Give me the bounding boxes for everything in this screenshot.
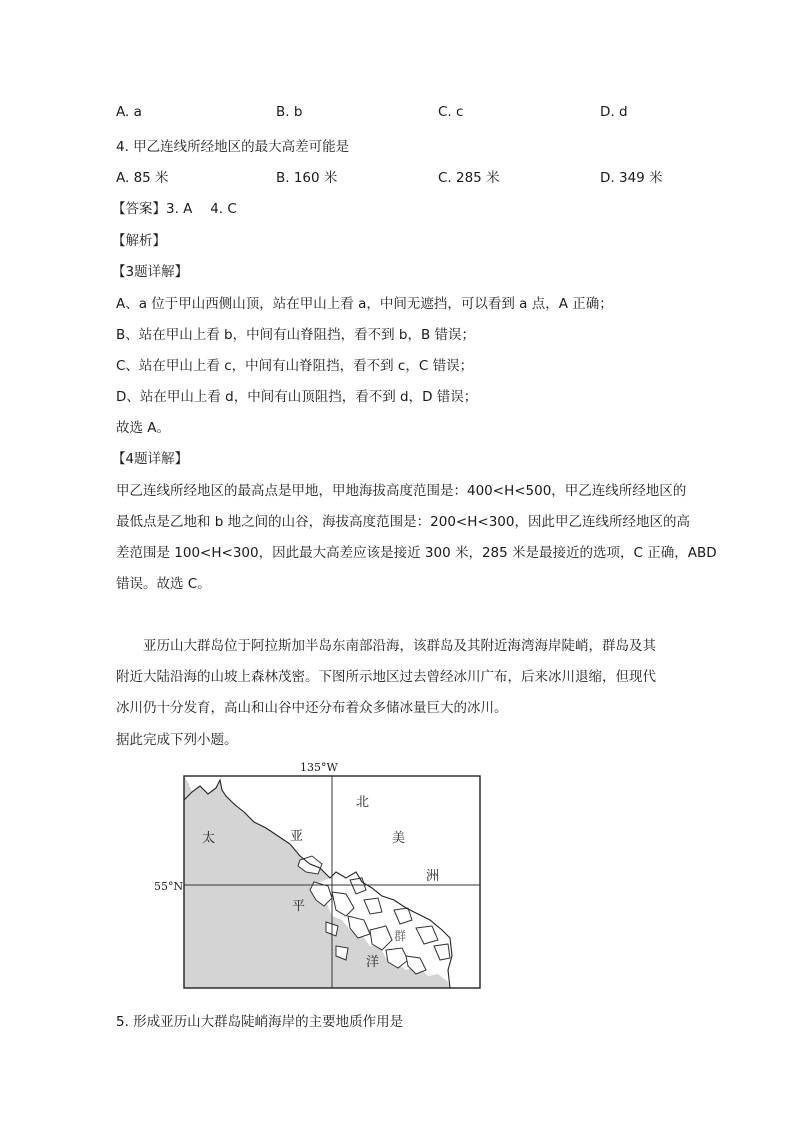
- q4-option-a: A. 85 米: [116, 170, 169, 186]
- q3-option-d: D. d: [600, 104, 628, 120]
- continent-char: 北: [356, 795, 370, 810]
- answer-line: 【答案】3. A 4. C: [112, 201, 237, 217]
- latitude-label: 55°N: [154, 880, 184, 893]
- alexander-archipelago-map: [150, 760, 490, 992]
- q4-detail-heading: 【4题详解】: [112, 451, 189, 467]
- longitude-label: 135°W: [300, 761, 338, 774]
- q4-option-d: D. 349 米: [600, 170, 663, 186]
- q5-stem: 5. 形成亚历山大群岛陡峭海岸的主要地质作用是: [116, 1014, 404, 1030]
- q3-detail-line: D、站在甲山上看 d，中间有山顶阻挡，看不到 d，D 错误；: [116, 389, 478, 405]
- q4-option-c: C. 285 米: [438, 170, 500, 186]
- q4-detail-line: 甲乙连线所经地区的最高点是甲地，甲地海拔高度范围是：400<H<500，甲乙连线所经地区的: [116, 483, 687, 499]
- continent-char: 洲: [426, 869, 440, 884]
- passage-line: 冰川仍十分发育，高山和山谷中还分布着众多储冰量巨大的冰川。: [116, 700, 508, 716]
- passage-instruction: 据此完成下列小题。: [116, 732, 238, 748]
- q4-detail-line: 错误。故选 C。: [116, 576, 211, 592]
- q3-option-b: B. b: [276, 104, 303, 120]
- q3-detail-line: A、a 位于甲山西侧山顶，站在甲山上看 a，中间无遮挡，可以看到 a 点，A 正确；: [116, 296, 613, 312]
- q3-detail-line: B、站在甲山上看 b，中间有山脊阻挡，看不到 b，B 错误；: [116, 327, 476, 343]
- q3-option-a: A. a: [116, 104, 142, 120]
- q3-detail-line: C、站在甲山上看 c，中间有山脊阻挡，看不到 c，C 错误；: [116, 358, 474, 374]
- region-char: 亚: [290, 829, 304, 844]
- passage-line: 亚历山大群岛位于阿拉斯加半岛东南部沿海，该群岛及其附近海湾海岸陡峭，群岛及其: [143, 638, 656, 654]
- q3-option-c: C. c: [438, 104, 464, 120]
- region-char: 群: [394, 929, 407, 943]
- q4-stem: 4. 甲乙连线所经地区的最大高差可能是: [116, 139, 350, 155]
- q3-detail-line: 故选 A。: [116, 420, 171, 436]
- continent-char: 美: [392, 831, 406, 846]
- q4-detail-line: 差范围是 100<H<300，因此最大高差应该是接近 300 米，285 米是最接近的选项，C 正确，ABD: [116, 545, 717, 561]
- analysis-heading: 【解析】: [112, 233, 166, 249]
- ocean-char: 洋: [366, 955, 380, 970]
- ocean-char: 太: [202, 831, 216, 846]
- passage-line: 附近大陆沿海的山坡上森林茂密。下图所示地区过去曾经冰川广布，后来冰川退缩，但现代: [116, 669, 656, 685]
- q4-option-b: B. 160 米: [276, 170, 338, 186]
- q3-detail-heading: 【3题详解】: [112, 264, 189, 280]
- ocean-char: 平: [292, 899, 306, 914]
- q4-detail-line: 最低点是乙地和 b 地之间的山谷，海拔高度范围是：200<H<300，因此甲乙连线所经地区的高: [116, 514, 690, 530]
